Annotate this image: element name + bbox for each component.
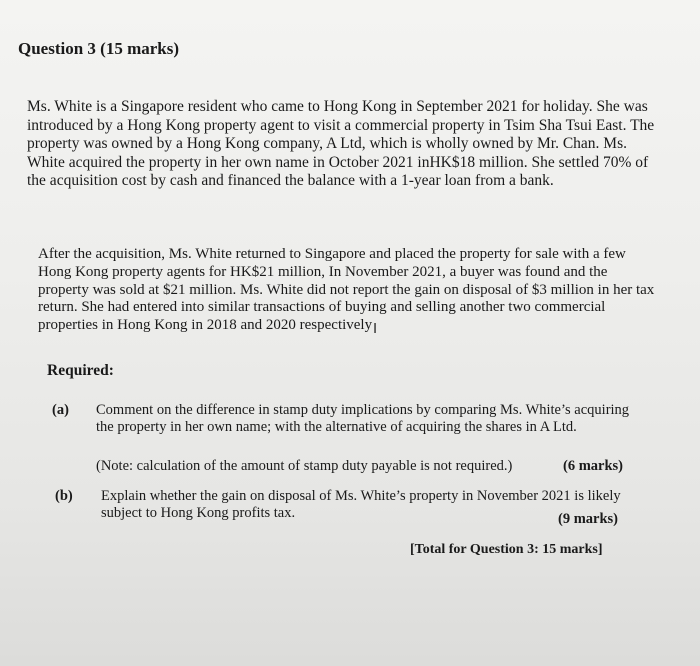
- part-b-marks: (9 marks): [558, 511, 619, 527]
- part-a-label: (a): [52, 402, 69, 418]
- scenario-paragraph-1: Ms. White is a Singapore resident who came to Hong Kong in September 2021 for holiday. She was introduced by a Hong Kong property agent to visit a commercial property in Tsim Sha Tsui East. The property was owned by a Hong Kong company, A Ltd, which is wholly owned by Mr. Chan. Ms. White acquired the property in her own name in October 2021 inHK$18 million. She settled 70% of the acquisition cost by cash and financed the balance with a 1-year loan from a bank.: [27, 98, 655, 190]
- part-b-label: (b): [55, 488, 73, 504]
- part-a-marks: (6 marks): [563, 458, 624, 474]
- question-total: [Total for Question 3: 15 marks]: [410, 542, 603, 557]
- question-title: Question 3 (15 marks): [18, 39, 180, 58]
- required-heading: Required:: [47, 362, 114, 379]
- text-cursor-icon: I: [373, 322, 377, 338]
- part-a-note: (Note: calculation of the amount of stamp duty payable is not required.): [96, 458, 513, 474]
- scenario-paragraph-2-text: After the acquisition, Ms. White returned to Singapore and placed the property for sale with a few Hong Kong property agents for HK$21 million, In November 2021, a buyer was found and the property was sold at $21 million. Ms. White did not report the gain on disposal of $3 million in her tax return. She had entered into similar transactions of buying and selling another two commercial properties in Hong Kong in 2018 and 2020 respectively: [38, 246, 655, 334]
- part-a-text: Comment on the difference in stamp duty implications by comparing Ms. White’s acquiring the property in her own name; with the alternative of acquiring the shares in A Ltd.: [96, 402, 630, 435]
- part-b-text: Explain whether the gain on disposal of Ms. White’s property in November 2021 is likely subject to Hong Kong profits tax.: [101, 488, 621, 521]
- scenario-paragraph-2: [38, 246, 658, 338]
